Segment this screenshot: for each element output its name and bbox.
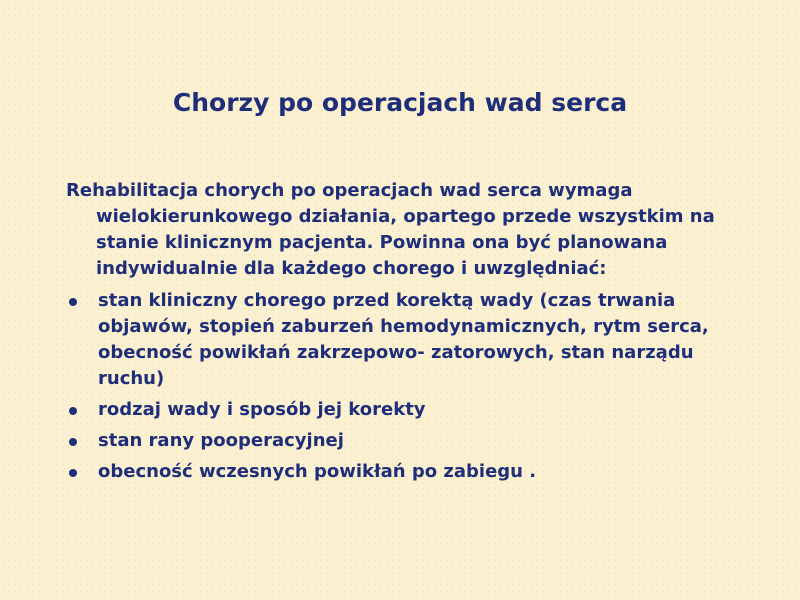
bullet-text: stan kliniczny chorego przed korektą wady (czas trwania objawów, stopień zaburzeń hemodynamicznych, rytm serca, obecność powikłań zakrzepowo- zatorowych, stan narządu ruchu) — [98, 290, 709, 389]
bullet-icon — [69, 407, 77, 415]
bullet-text: obecność wczesnych powikłań po zabiegu . — [98, 461, 537, 482]
bullet-icon — [69, 298, 77, 306]
intro-paragraph: Rehabilitacja chorych po operacjach wad serca wymaga wielokierunkowego działania, opartego przede wszystkim na stanie klinicznym pacjenta. Powinna ona być planowana indywidualnie dla każdego chorego i uwzględniać: — [66, 180, 715, 279]
bullet-icon — [69, 469, 77, 477]
bullet-icon — [69, 438, 77, 446]
bullet-item — [66, 397, 756, 423]
bullet-text: rodzaj wady i sposób jej korekty — [98, 399, 426, 420]
slide-content — [66, 178, 756, 490]
bullet-item — [66, 288, 756, 392]
slide-title: Chorzy po operacjach wad serca — [172, 88, 628, 117]
bullet-text: stan rany pooperacyjnej — [98, 430, 344, 451]
bullet-item — [66, 459, 756, 485]
bullet-item — [66, 428, 756, 454]
bullet-list — [66, 288, 756, 485]
